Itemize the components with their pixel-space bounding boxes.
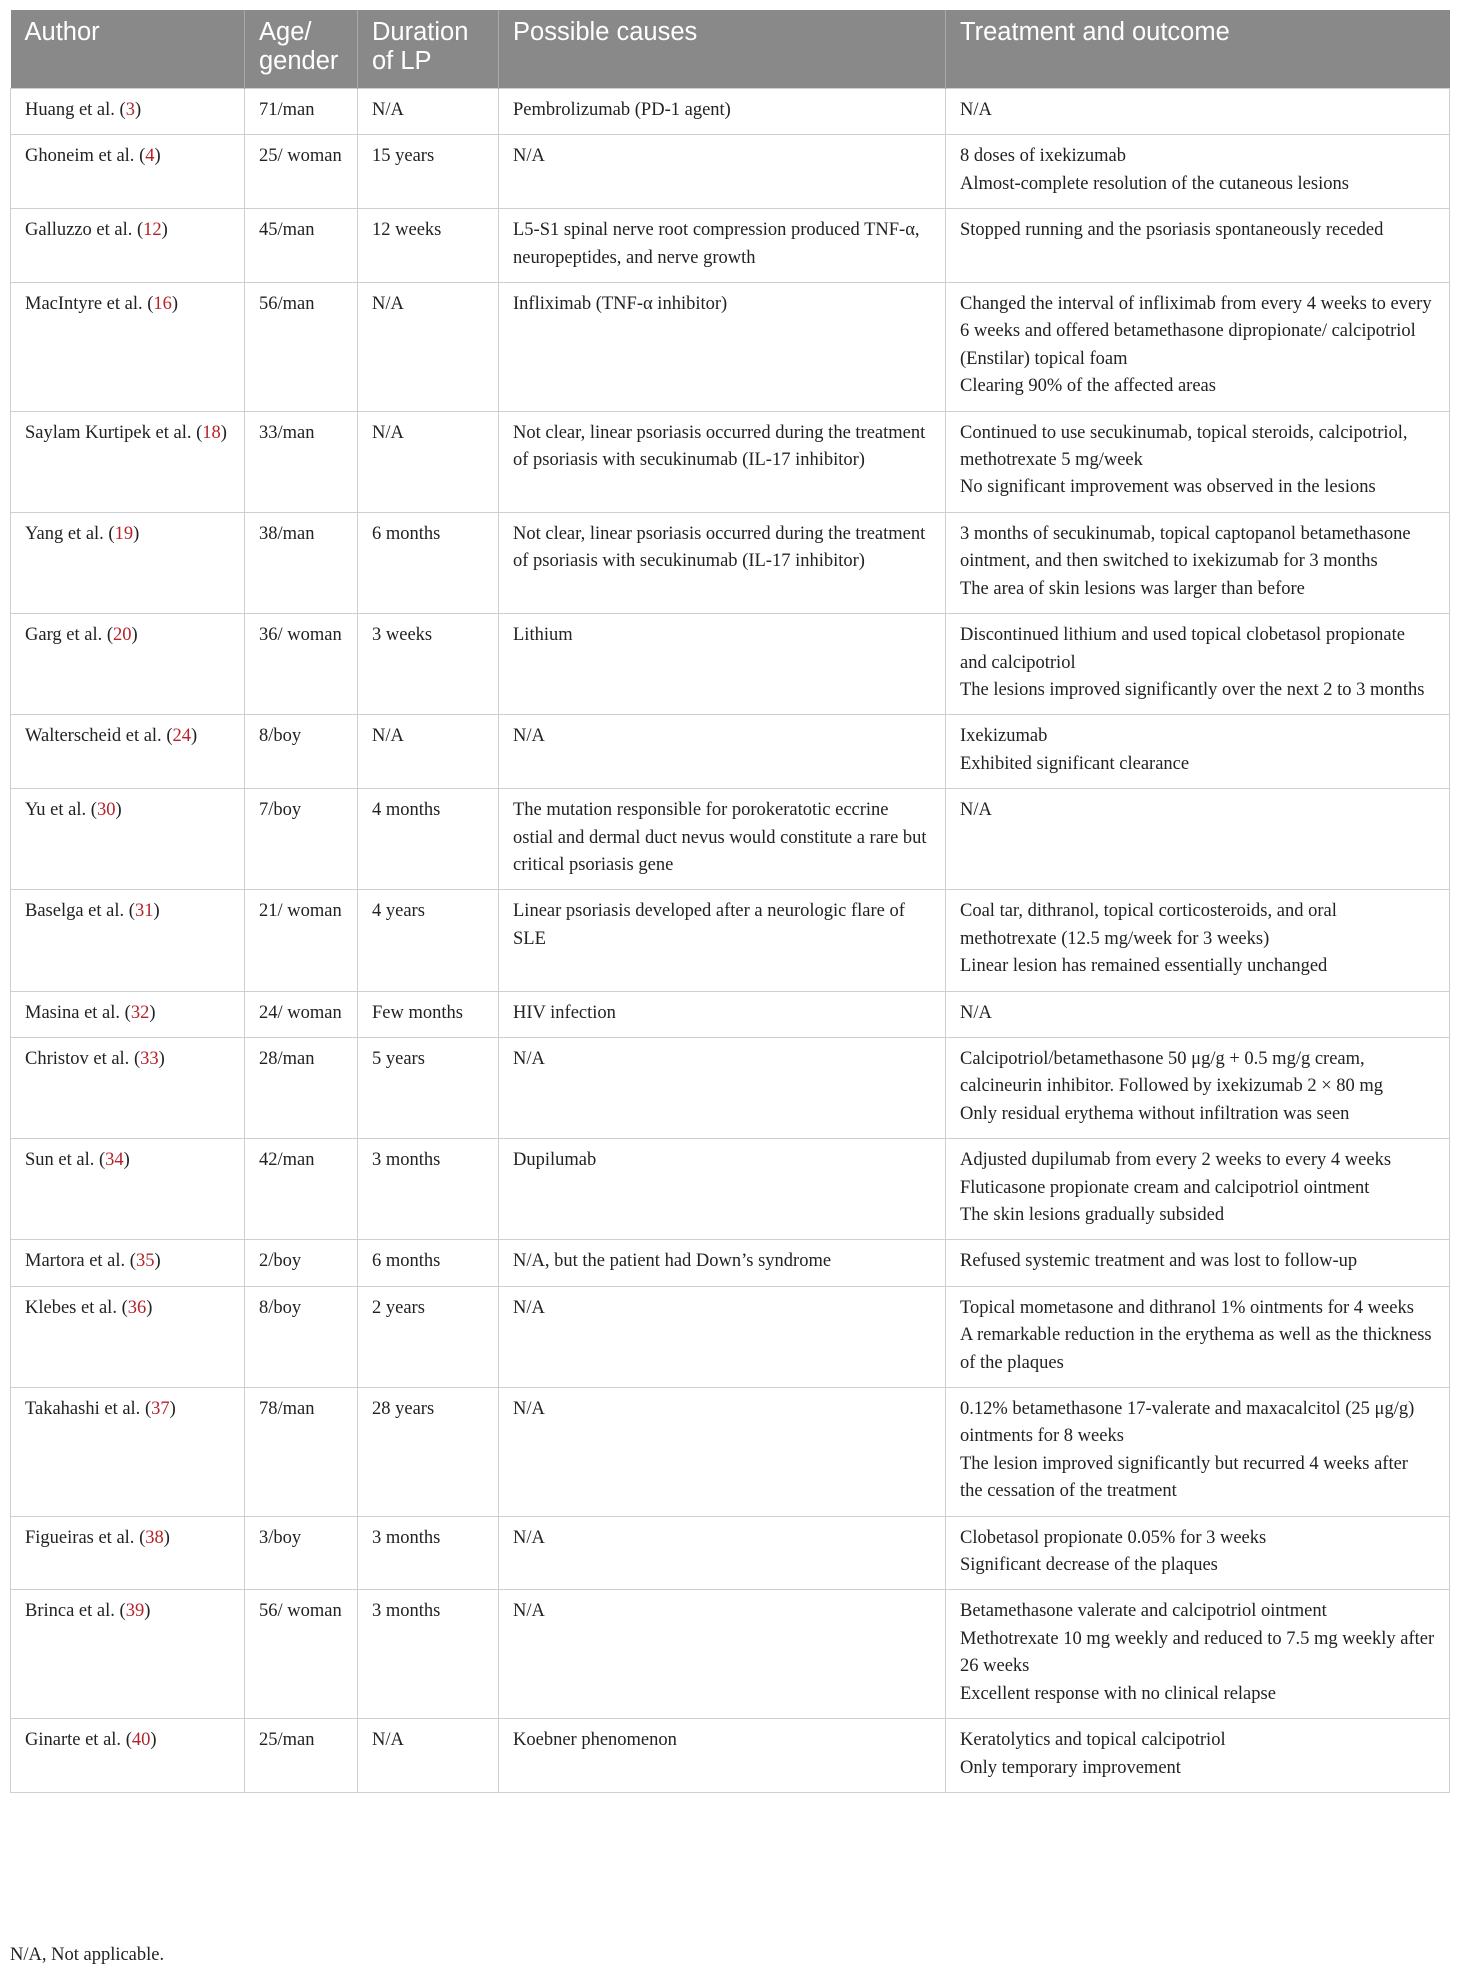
treatment-line: No significant improvement was observed in the lesions — [960, 477, 1376, 498]
treatment-line: Calcipotriol/betamethasone 50 μg/g + 0.5 mg/g cream, calcineurin inhibitor. Followed by ixekizumab 2 × 80 mg — [960, 1048, 1384, 1097]
reference-link[interactable]: 39 — [125, 1601, 145, 1622]
table-row — [11, 283, 1450, 412]
treatment-outcome-cell — [946, 789, 1450, 890]
duration-cell: 3 weeks — [358, 614, 499, 715]
treatment-outcome-cell — [946, 890, 1450, 991]
author-cell: Yu et al. (30) — [11, 789, 245, 890]
linear-psoriasis-case-table — [10, 10, 1450, 1793]
header-author: Author — [11, 10, 245, 89]
author-name: Martora et al. — [25, 1251, 126, 1272]
reference-link[interactable]: 37 — [151, 1399, 170, 1420]
treatment-line: Topical mometasone and dithranol 1% ointments for 4 weeks — [960, 1297, 1414, 1318]
treatment-outcome-cell — [946, 411, 1450, 512]
author-name: Galluzzo et al. — [25, 220, 133, 241]
treatment-outcome-cell — [946, 614, 1450, 715]
age-gender-cell: 28/man — [245, 1037, 358, 1138]
duration-cell: 4 years — [358, 890, 499, 991]
duration-cell: 6 months — [358, 512, 499, 613]
reference-link[interactable]: 31 — [134, 901, 154, 922]
age-gender-cell: 78/man — [245, 1388, 358, 1517]
age-gender-cell: 36/ woman — [245, 614, 358, 715]
treatment-line: N/A — [960, 1002, 992, 1023]
author-cell: Masina et al. (32) — [11, 991, 245, 1037]
age-gender-cell: 56/ woman — [245, 1590, 358, 1719]
author-cell: Klebes et al. (36) — [11, 1286, 245, 1387]
author-cell: Walterscheid et al. (24) — [11, 715, 245, 789]
possible-causes-cell: Linear psoriasis developed after a neurologic flare of SLE — [499, 890, 946, 991]
reference-link[interactable]: 16 — [153, 294, 172, 315]
reference-link[interactable]: 12 — [143, 220, 162, 241]
author-name: Ginarte et al. — [25, 1730, 122, 1751]
author-cell: Ghoneim et al. (4) — [11, 135, 245, 209]
treatment-line: The area of skin lesions was larger than before — [960, 578, 1305, 599]
table-row — [11, 209, 1450, 283]
treatment-line: Clobetasol propionate 0.05% for 3 weeks — [960, 1527, 1267, 1548]
reference-link[interactable]: 30 — [96, 800, 116, 821]
table-body — [11, 89, 1450, 1793]
treatment-outcome-cell — [946, 1286, 1450, 1387]
reference-link[interactable]: 20 — [113, 625, 132, 646]
age-gender-cell: 71/man — [245, 89, 358, 135]
table-row — [11, 135, 1450, 209]
table-row — [11, 1286, 1450, 1387]
treatment-line: Ixekizumab — [960, 726, 1048, 747]
reference-link[interactable]: 36 — [127, 1297, 147, 1318]
treatment-outcome-cell — [946, 1037, 1450, 1138]
treatment-outcome-cell — [946, 1139, 1450, 1240]
author-name: Yang et al. — [25, 523, 104, 544]
possible-causes-cell: L5-S1 spinal nerve root compression produced TNF-α, neuropeptides, and nerve growth — [499, 209, 946, 283]
treatment-outcome-cell — [946, 715, 1450, 789]
table-footnote: N/A, Not applicable. — [10, 1945, 165, 1965]
treatment-line: Methotrexate 10 mg weekly and reduced to 7.5 mg weekly after 26 weeks — [960, 1628, 1435, 1677]
author-name: Huang et al. — [25, 100, 115, 120]
duration-cell: Few months — [358, 991, 499, 1037]
duration-cell: N/A — [358, 715, 499, 789]
reference-link[interactable]: 34 — [105, 1150, 124, 1171]
author-cell: Sun et al. (34) — [11, 1139, 245, 1240]
author-cell: Galluzzo et al. (12) — [11, 209, 245, 283]
age-gender-cell: 25/ woman — [245, 135, 358, 209]
age-gender-cell: 8/boy — [245, 1286, 358, 1387]
treatment-line: Betamethasone valerate and calcipotriol ointment — [960, 1601, 1327, 1622]
author-cell: Baselga et al. (31) — [11, 890, 245, 991]
possible-causes-cell: Pembrolizumab (PD-1 agent) — [499, 89, 946, 135]
treatment-line: Changed the interval of infliximab from every 4 weeks to every 6 weeks and offered betamethasone dipropionate/ calcipotriol (Enstilar) topical foam — [960, 294, 1432, 369]
treatment-line: Continued to use secukinumab, topical steroids, calcipotriol, methotrexate 5 mg/week — [960, 422, 1408, 471]
header-treatment-outcome: Treatment and outcome — [946, 10, 1450, 89]
duration-cell: N/A — [358, 89, 499, 135]
treatment-line: Significant decrease of the plaques — [960, 1555, 1218, 1576]
author-cell: Saylam Kurtipek et al. (18) — [11, 411, 245, 512]
duration-cell: 4 months — [358, 789, 499, 890]
duration-cell: 5 years — [358, 1037, 499, 1138]
reference-link[interactable]: 3 — [125, 100, 135, 120]
author-cell: MacIntyre et al. (16) — [11, 283, 245, 412]
table-row — [11, 1240, 1450, 1286]
table-row — [11, 1590, 1450, 1719]
duration-cell: 3 months — [358, 1139, 499, 1240]
author-name: Sun et al. — [25, 1150, 95, 1171]
treatment-line: A remarkable reduction in the erythema as well as the thickness of the plaques — [960, 1325, 1432, 1373]
reference-link[interactable]: 32 — [130, 1002, 150, 1023]
treatment-line: Stopped running and the psoriasis spontaneously receded — [960, 220, 1384, 241]
header-possible-causes: Possible causes — [499, 10, 946, 89]
treatment-outcome-cell — [946, 1590, 1450, 1719]
possible-causes-cell: Not clear, linear psoriasis occurred during the treatment of psoriasis with secukinumab (IL-17 inhibitor) — [499, 512, 946, 613]
author-cell: Martora et al. (35) — [11, 1240, 245, 1286]
treatment-outcome-cell — [946, 135, 1450, 209]
author-cell: Garg et al. (20) — [11, 614, 245, 715]
author-name: Garg et al. — [25, 625, 103, 646]
treatment-line: Excellent response with no clinical relapse — [960, 1683, 1276, 1704]
treatment-line: Clearing 90% of the affected areas — [960, 376, 1216, 397]
author-name: Takahashi et al. — [25, 1399, 141, 1420]
table-row — [11, 715, 1450, 789]
table-row — [11, 890, 1450, 991]
author-name: Saylam Kurtipek et al. — [25, 422, 192, 443]
table-row — [11, 1388, 1450, 1517]
possible-causes-cell: N/A — [499, 1286, 946, 1387]
treatment-outcome-cell — [946, 1516, 1450, 1590]
table-header-row — [11, 10, 1450, 89]
treatment-outcome-cell — [946, 991, 1450, 1037]
treatment-line: Only temporary improvement — [960, 1757, 1181, 1778]
table-row — [11, 1516, 1450, 1590]
table-row — [11, 614, 1450, 715]
duration-cell: 28 years — [358, 1388, 499, 1517]
treatment-outcome-cell — [946, 1388, 1450, 1517]
age-gender-cell: 24/ woman — [245, 991, 358, 1037]
treatment-line: Refused systemic treatment and was lost to follow-up — [960, 1251, 1358, 1272]
treatment-line: Almost-complete resolution of the cutaneous lesions — [960, 173, 1349, 194]
duration-cell: 3 months — [358, 1516, 499, 1590]
author-cell: Huang et al. (3) — [11, 89, 245, 135]
author-name: Figueiras et al. — [25, 1527, 135, 1548]
author-name: Christov et al. — [25, 1048, 130, 1069]
reference-link[interactable]: 35 — [135, 1251, 155, 1272]
possible-causes-cell: Not clear, linear psoriasis occurred during the treatment of psoriasis with secukinumab (IL-17 inhibitor) — [499, 411, 946, 512]
author-name: Walterscheid et al. — [25, 726, 162, 747]
possible-causes-cell: N/A — [499, 1516, 946, 1590]
treatment-line: 3 months of secukinumab, topical captopanol betamethasone ointment, and then switched to ixekizumab for 3 months — [960, 523, 1411, 572]
author-cell: Brinca et al. (39) — [11, 1590, 245, 1719]
author-cell: Ginarte et al. (40) — [11, 1719, 245, 1793]
duration-cell: 6 months — [358, 1240, 499, 1286]
reference-link[interactable]: 4 — [145, 146, 155, 167]
table-container — [10, 10, 1449, 1793]
treatment-outcome-cell — [946, 283, 1450, 412]
possible-causes-cell: The mutation responsible for porokeratotic eccrine ostial and dermal duct nevus would constitute a rare but critical psoriasis gene — [499, 789, 946, 890]
possible-causes-cell: N/A — [499, 1590, 946, 1719]
treatment-line: 8 doses of ixekizumab — [960, 146, 1126, 167]
author-name: Baselga et al. — [25, 901, 125, 922]
treatment-line: Linear lesion has remained essentially unchanged — [960, 956, 1328, 977]
treatment-line: Adjusted dupilumab from every 2 weeks to every 4 weeks — [960, 1150, 1392, 1171]
treatment-line: Discontinued lithium and used topical clobetasol propionate and calcipotriol — [960, 625, 1405, 673]
table-row — [11, 89, 1450, 135]
treatment-line: The lesions improved significantly over the next 2 to 3 months — [960, 679, 1425, 700]
reference-link[interactable]: 33 — [140, 1048, 159, 1069]
treatment-line: 0.12% betamethasone 17-valerate and maxacalcitol (25 μg/g) ointments for 8 weeks — [960, 1399, 1415, 1447]
table-row — [11, 1037, 1450, 1138]
age-gender-cell: 2/boy — [245, 1240, 358, 1286]
age-gender-cell: 21/ woman — [245, 890, 358, 991]
treatment-line: Only residual erythema without infiltration was seen — [960, 1103, 1350, 1124]
duration-cell: 2 years — [358, 1286, 499, 1387]
duration-cell: 12 weeks — [358, 209, 499, 283]
treatment-outcome-cell — [946, 1240, 1450, 1286]
table-row — [11, 789, 1450, 890]
treatment-outcome-cell — [946, 209, 1450, 283]
table-row — [11, 1719, 1450, 1793]
treatment-outcome-cell — [946, 1719, 1450, 1793]
reference-link[interactable]: 24 — [172, 726, 191, 747]
age-gender-cell: 7/boy — [245, 789, 358, 890]
table-row — [11, 1139, 1450, 1240]
treatment-line: Fluticasone propionate cream and calcipotriol ointment — [960, 1177, 1370, 1198]
age-gender-cell: 45/man — [245, 209, 358, 283]
possible-causes-cell: N/A — [499, 135, 946, 209]
treatment-outcome-cell — [946, 512, 1450, 613]
age-gender-cell: 56/man — [245, 283, 358, 412]
age-gender-cell: 25/man — [245, 1719, 358, 1793]
duration-cell: N/A — [358, 1719, 499, 1793]
possible-causes-cell: N/A — [499, 715, 946, 789]
treatment-line: The skin lesions gradually subsided — [960, 1205, 1225, 1225]
age-gender-cell: 8/boy — [245, 715, 358, 789]
table-row — [11, 991, 1450, 1037]
treatment-line: Keratolytics and topical calcipotriol — [960, 1730, 1226, 1751]
author-cell: Takahashi et al. (37) — [11, 1388, 245, 1517]
author-cell: Christov et al. (33) — [11, 1037, 245, 1138]
author-name: Ghoneim et al. — [25, 146, 135, 167]
author-name: Brinca et al. — [25, 1601, 115, 1622]
possible-causes-cell: HIV infection — [499, 991, 946, 1037]
age-gender-cell: 3/boy — [245, 1516, 358, 1590]
age-gender-cell: 42/man — [245, 1139, 358, 1240]
duration-cell: 3 months — [358, 1590, 499, 1719]
treatment-line: Coal tar, dithranol, topical corticosteroids, and oral methotrexate (12.5 mg/week for 3 weeks) — [960, 901, 1337, 949]
treatment-line: N/A — [960, 800, 992, 821]
author-name: Klebes et al. — [25, 1297, 117, 1318]
author-cell: Yang et al. (19) — [11, 512, 245, 613]
possible-causes-cell: N/A — [499, 1388, 946, 1517]
reference-link[interactable]: 18 — [202, 422, 221, 443]
reference-link[interactable]: 19 — [114, 523, 134, 544]
author-name: Yu et al. — [25, 800, 87, 821]
treatment-outcome-cell — [946, 89, 1450, 135]
possible-causes-cell: Infliximab (TNF-α inhibitor) — [499, 283, 946, 412]
duration-cell: 15 years — [358, 135, 499, 209]
age-gender-cell: 38/man — [245, 512, 358, 613]
age-gender-cell: 33/man — [245, 411, 358, 512]
header-age-gender: Age/ gender — [245, 10, 358, 89]
possible-causes-cell: N/A, but the patient had Down’s syndrome — [499, 1240, 946, 1286]
header-duration: Duration of LP — [358, 10, 499, 89]
duration-cell: N/A — [358, 283, 499, 412]
treatment-line: The lesion improved significantly but recurred 4 weeks after the cessation of the treatment — [960, 1453, 1408, 1502]
reference-link[interactable]: 38 — [145, 1527, 164, 1548]
possible-causes-cell: Lithium — [499, 614, 946, 715]
treatment-line: Exhibited significant clearance — [960, 753, 1190, 774]
possible-causes-cell: N/A — [499, 1037, 946, 1138]
author-cell: Figueiras et al. (38) — [11, 1516, 245, 1590]
author-name: Masina et al. — [25, 1002, 121, 1023]
reference-link[interactable]: 40 — [131, 1730, 151, 1751]
possible-causes-cell: Koebner phenomenon — [499, 1719, 946, 1793]
duration-cell: N/A — [358, 411, 499, 512]
possible-causes-cell: Dupilumab — [499, 1139, 946, 1240]
author-name: MacIntyre et al. — [25, 294, 143, 315]
table-row — [11, 411, 1450, 512]
table-row — [11, 512, 1450, 613]
treatment-line: N/A — [960, 100, 992, 120]
